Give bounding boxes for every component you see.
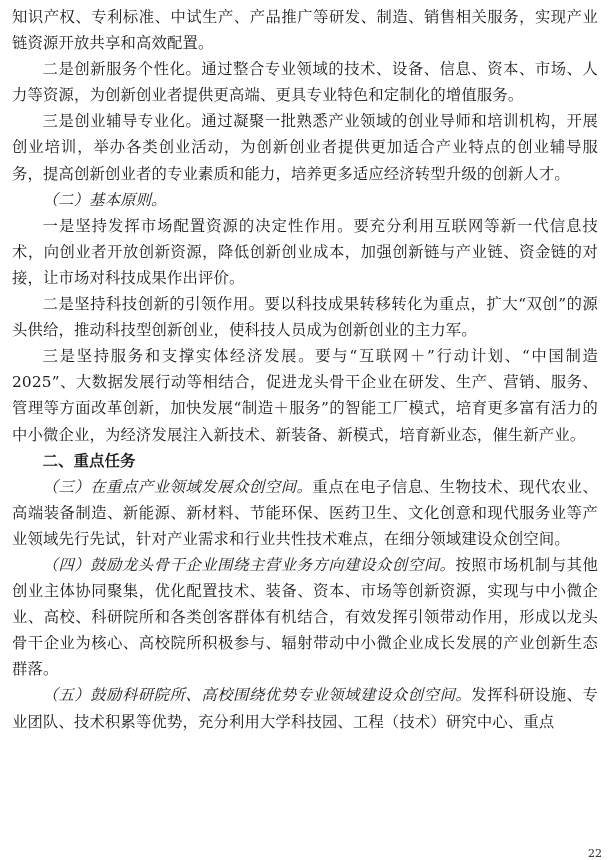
paragraph-2: 二是创新服务个性化。通过整合专业领域的技术、设备、信息、资本、市场、人力等资源，为创新创业者提供更高端、更具专业特色和定制化的增值服务。: [12, 60, 598, 105]
paragraph-6: 三是坚持服务和支撑实体经济发展。要与“互联网＋”行动计划、“中国制造2025”、大数据发展行动等相结合，促进龙头骨干企业在研发、生产、营销、服务、管理等方面改革创新，加快发展“制造＋服务”的智能工厂模式，培育更多富有活力的中小微企业，为经济发展注入新技术、新装备、新模式，培育新业态，催生新产业。: [12, 347, 598, 444]
page-number: 22: [588, 847, 602, 860]
paragraph-3: 三是创业辅导专业化。通过凝聚一批熟悉产业领域的创业导师和培训机构，开展创业培训，举办各类创业活动，为创新创业者提供更加适合产业特点的创业辅导服务，提高创新创业者的专业素质和能力，培养更多适应经济转型升级的创新人才。: [12, 112, 598, 183]
paragraph-8: （四）鼓励龙头骨干企业围绕主营业务方向建设众创空间。按照市场机制与其他创业主体协同聚集，优化配置技术、装备、资本、市场等创新资源，实现与中小微企业、高校、科研院所和各类创客群体有机结合，有效发挥引领带动作用，形成以龙头骨干企业为核心、高校院所积极参与、辐射带动中小微企业成长发展的产业创新生态群落。: [12, 555, 599, 679]
paragraph-5: 二是坚持科技创新的引领作用。要以科技成果转移转化为重点，扩大“双创”的源头供给，推动科技型创新创业，使科技人员成为创新创业的主力军。: [12, 295, 598, 340]
document-page: [12, 4, 598, 735]
paragraph-1: 知识产权、专利标准、中试生产、产品推广等研发、制造、销售相关服务，实现产业链资源开放共享和高效配置。: [12, 8, 598, 53]
paragraph-4: 一是坚持发挥市场配置资源的决定性作用。要充分利用互联网等新一代信息技术，向创业者开放创新资源，降低创新创业成本，加强创新链与产业链、资金链的对接，让市场对科技成果作出评价。: [12, 216, 598, 287]
paragraph-9: （五）鼓励科研院所、高校围绕优势专业领域建设众创空间。发挥科研设施、专业团队、技术积累等优势，充分利用大学科技园、工程（技术）研究中心、重点: [12, 686, 598, 731]
paragraph-7: （三）在重点产业领域发展众创空间。重点在电子信息、生物技术、现代农业、高端装备制造、新能源、新材料、节能环保、医药卫生、文化创意和现代服务业等产业领域先行先试，针对产业需求和行业共性技术难点，在细分领域建设众创空间。: [12, 477, 598, 548]
section-heading-key-tasks: 二、重点任务: [42, 451, 136, 470]
subheading-basic-principles: （二）基本原则。: [42, 190, 167, 209]
